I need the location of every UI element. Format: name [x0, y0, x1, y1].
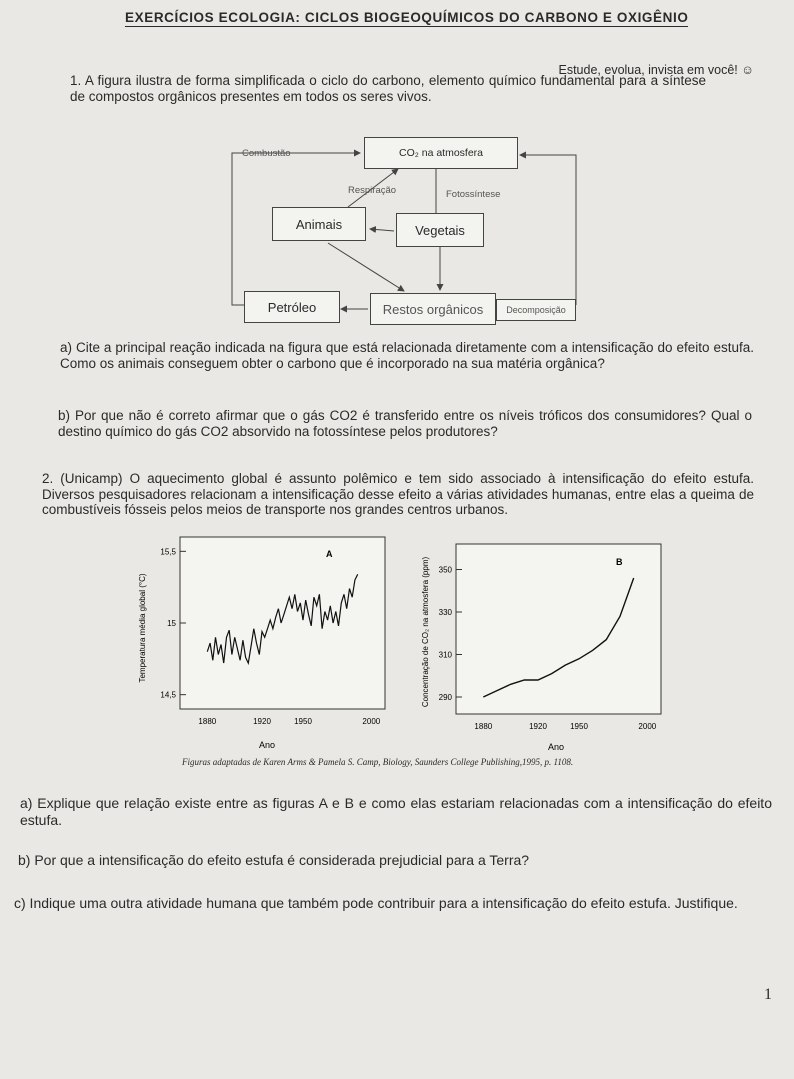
box-co2-atmosfera: CO₂ na atmosfera — [364, 137, 518, 169]
chart-b-xlabel: Ano — [547, 742, 565, 752]
b-ytick-label: 330 — [438, 608, 452, 617]
b-xtick-label: 1880 — [474, 722, 493, 731]
b-ytick-label: 290 — [438, 693, 452, 702]
chart-a-title: A — [326, 549, 333, 559]
box-vegetais: Vegetais — [396, 213, 484, 247]
chart-a-frame — [180, 537, 385, 709]
chart-b-title: B — [616, 557, 623, 567]
a-xtick-label: 2000 — [362, 717, 381, 726]
label-combustao: Combustão — [242, 148, 291, 159]
question-1b: b) Por que não é correto afirmar que o gás CO2 é transferido entre os níveis tróficos dos consumidores? Qual o destino químico do gás CO2 absorvido na fotossíntese pelos produtores? — [58, 408, 752, 439]
chart-a-xlabel: Ano — [258, 740, 276, 750]
b-xtick-label: 2000 — [638, 722, 657, 731]
a-ytick-label: 14,5 — [160, 690, 176, 700]
box-petroleo: Petróleo — [244, 291, 340, 323]
chart-b-co2 — [406, 532, 676, 756]
question-1a: a) Cite a principal reação indicada na figura que está relacionada diretamente com a intensificação do efeito estufa. Como os animais conseguem obter o carbono que é incorporado na sua matéria orgânica? — [60, 340, 754, 371]
box-decomposicao: Decomposição — [496, 299, 576, 321]
a-ytick-label: 15 — [167, 619, 176, 628]
box-restos-organicos: Restos orgânicos — [370, 293, 496, 325]
chart-a-ylabel: Temperatura média global (°C) — [138, 573, 147, 683]
a-xtick-label: 1950 — [294, 717, 312, 726]
question-2c: c) Indique uma outra atividade humana que também pode contribuir para a intensificação do efeito estufa. Justifique. — [14, 895, 738, 911]
b-ytick-label: 350 — [438, 565, 452, 575]
label-respiracao: Respiração — [348, 185, 397, 196]
label-fotossintese: Fotossíntese — [446, 189, 501, 200]
question-2b: b) Por que a intensificação do efeito estufa é considerada prejudicial para a Terra? — [18, 852, 530, 868]
worksheet-title: EXERCÍCIOS ECOLOGIA: CICLOS BIOGEOQUÍMICOS DO CARBONO E OXIGÊNIO — [125, 10, 689, 25]
figure-caption: Figuras adaptadas de Karen Arms & Pamela S. Camp, Biology, Saunders College Publishing,1995, p. 1108. — [182, 757, 574, 767]
b-xtick-label: 1950 — [570, 722, 588, 731]
b-xtick-label: 1920 — [529, 722, 547, 731]
question-1-intro: 1. A figura ilustra de forma simplificada o ciclo do carbono, elemento químico fundamental para a síntese de compostos orgânicos presentes em todos os seres vivos. — [70, 73, 706, 104]
a-xtick-label: 1920 — [253, 717, 271, 726]
tagline: Estude, evolua, invista em você! ☺ — [558, 63, 754, 77]
chart-b-frame — [456, 544, 661, 714]
a-ytick-label: 15,5 — [160, 547, 176, 557]
page-number: 1 — [764, 986, 772, 1003]
a-xtick-label: 1880 — [198, 717, 217, 726]
question-2a: a) Explique que relação existe entre as figuras A e B e como elas estariam relacionadas com a intensificação do efeito estufa. — [20, 795, 772, 828]
carbon-cycle-diagram — [228, 133, 586, 333]
b-ytick-label: 310 — [438, 650, 452, 660]
chart-a-temperature — [130, 532, 400, 752]
question-2-intro: 2. (Unicamp) O aquecimento global é assunto polêmico e tem sido associado à intensificação do efeito estufa. Diversos pesquisadores relacionam a intensificação desse efeito a várias atividades humanas, entre elas a queima de combustíveis fósseis pelos meios de transporte nos grandes centros urbanos. — [42, 471, 754, 517]
box-animais: Animais — [272, 207, 366, 241]
chart-b-ylabel: Concentração de CO₂ na atmosfera (ppm) — [421, 556, 430, 708]
